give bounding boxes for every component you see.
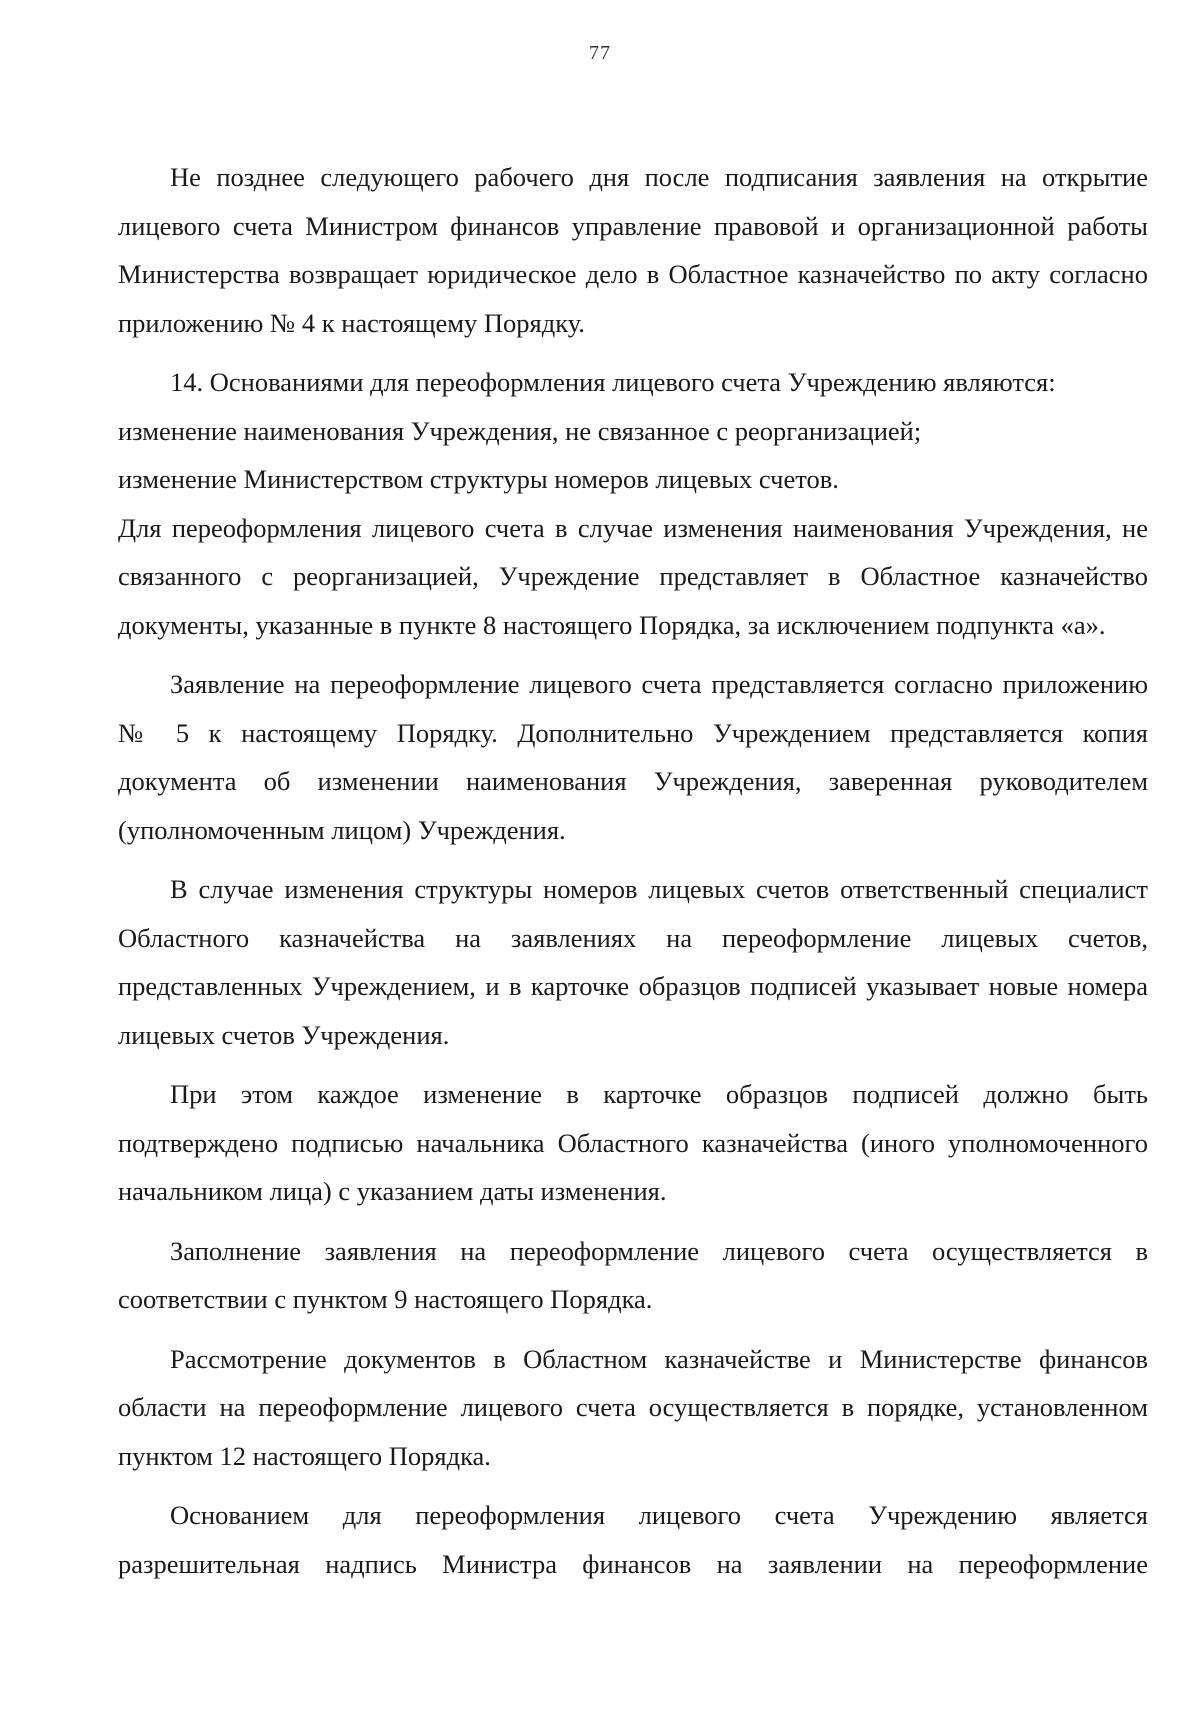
paragraph-ground-structure-change: изменение Министерством структуры номеров лицевых счетов. xyxy=(118,464,839,494)
paragraph-documents-for-name-change: Для переоформления лицевого счета в случае изменения наименования Учреждения, не связанного с реорганизацией, Учреждение представляет в Областное казначейство документы, указанные в пункте 8 настоящего Порядка, за исключением подпункта «а». xyxy=(118,512,1148,640)
paragraph-item-14-grounds: 14. Основаниями для переоформления лицевого счета Учреждению являются: xyxy=(170,367,1056,397)
document-body xyxy=(118,153,1148,1588)
paragraph-basis-for-reissue: Основанием для переоформления лицевого счета Учреждению является разрешительная надпись Министра финансов на заявлении на переоформление xyxy=(118,1500,1148,1579)
page-number: 77 xyxy=(589,42,611,64)
paragraph-signature-card-confirmation: При этом каждое изменение в карточке образцов подписей должно быть подтверждено подписью начальника Областного казначейства (иного уполномоченного начальником лица) с указанием даты изменения. xyxy=(118,1079,1148,1206)
paragraph-review-of-documents: Рассмотрение документов в Областном казначействе и Министерстве финансов области на переоформление лицевого счета осуществляется в порядке, установленном пунктом 12 настоящего Порядка. xyxy=(118,1343,1148,1471)
paragraph-structure-change-procedure: В случае изменения структуры номеров лицевых счетов ответственный специалист Областного казначейства на заявлениях на переоформление лицевых счетов, представленных Учреждением, и в карточке образцов подписей указывает новые номера лицевых счетов Учреждения. xyxy=(118,874,1148,1050)
paragraph-return-legal-file: Не позднее следующего рабочего дня после подписания заявления на открытие лицевого счета Министром финансов управление правовой и организационной работы Министерства возвращает юридическое дело в Областное казначейство по акту согласно приложению № 4 к настоящему Порядку. xyxy=(118,162,1148,338)
paragraph-application-appendix-5: Заявление на переоформление лицевого счета представляется согласно приложению № 5 к настоящему Порядку. Дополнительно Учреждением представляется копия документа об изменении наименования Учреждения, заверенная руководителем (уполномоченным лицом) Учреждения. xyxy=(118,669,1148,845)
paragraph-filling-application: Заполнение заявления на переоформление лицевого счета осуществляется в соответствии с пунктом 9 настоящего Порядка. xyxy=(118,1235,1148,1314)
paragraph-ground-name-change: изменение наименования Учреждения, не связанное с реорганизацией; xyxy=(118,415,922,446)
